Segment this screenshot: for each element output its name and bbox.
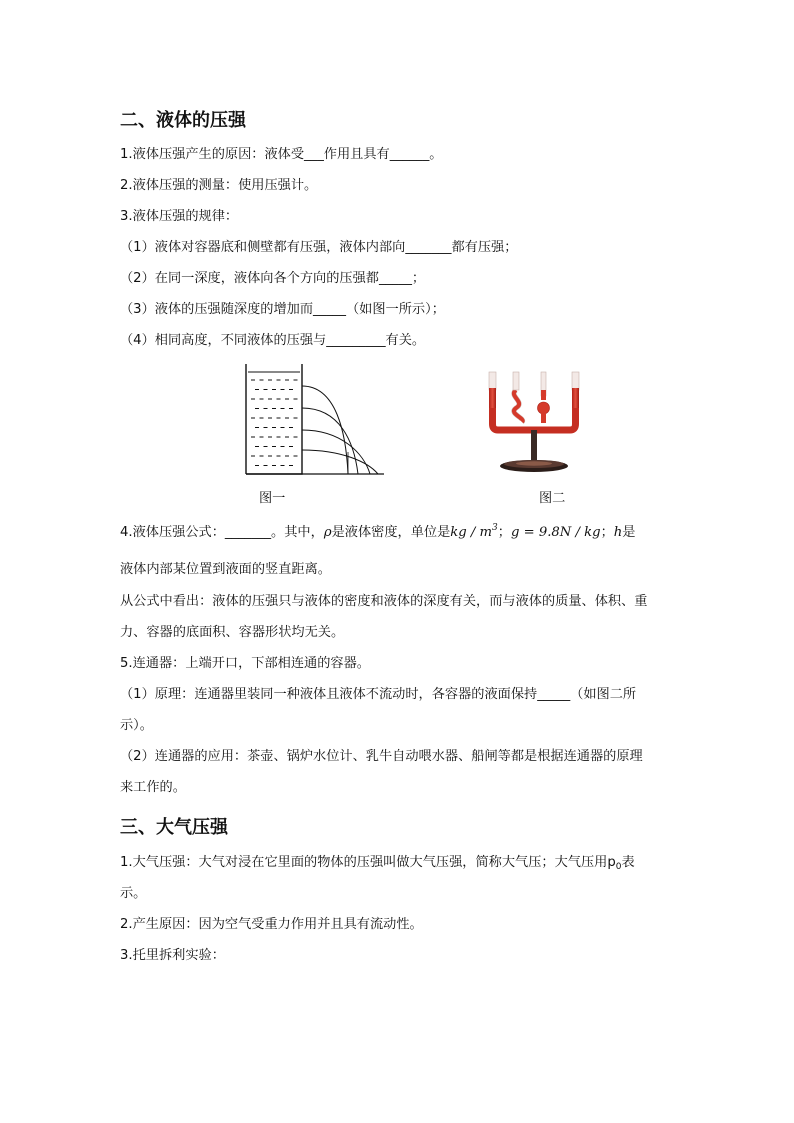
text-line-h-definition: 液体内部某位置到液面的竖直距离。 [120,562,331,577]
formula-separator: ； [497,525,511,540]
gravity-expression: g = 9.8N / kg [510,525,601,540]
text-line-atm-cause: 2.产生原因：因为空气受重力作用并且具有流动性。 [120,917,423,932]
text-line-connected-vessel: 5.连通器：上端开口，下部相连通的容器。 [120,656,370,671]
p0-symbol: p [607,855,616,870]
text-line-principle-1: （1）原理：连通器里装同一种液体且液体不流动时，各容器的液面保持_____（如图二所 [120,687,637,702]
figure-1-caption: 图一 [259,491,286,506]
text-line-application-2: 来工作的。 [120,780,186,795]
text-line-rules: 3.液体压强的规律： [120,209,239,224]
formula-separator-2: ； [600,525,614,540]
text-line-rule-3: （3）液体的压强随深度的增加而_____（如图一所示）； [120,302,445,317]
text-line-rule-1: （1）液体对容器底和侧壁都有压强，液体内部向_______都有压强； [120,240,518,255]
density-unit: kg / m [450,525,493,540]
atm-definition-end: 表 [621,855,635,870]
figure-1-container-jets [236,362,386,480]
text-line-measurement: 2.液体压强的测量：使用压强计。 [120,178,318,193]
section-heading-atmospheric-pressure: 三、大气压强 [120,817,228,838]
text-line-rule-2: （2）在同一深度，液体向各个方向的压强都_____； [120,271,426,286]
p0-subscript: 0 [615,862,622,872]
text-line-rule-4: （4）相同高度，不同液体的压强与_________有关。 [120,333,426,348]
text-line-formula [120,524,635,542]
text-line-note-2: 力、容器的底面积、容器形状均无关。 [120,625,345,640]
density-unit-exponent: 3 [492,523,498,533]
text-line-atm-definition-2: 示。 [120,886,147,901]
formula-rho-desc: 是液体密度，单位是 [331,525,451,540]
formula-intro: 4.液体压强公式：_______。其中， [120,525,324,540]
text-line-application-1: （2）连通器的应用：茶壶、锅炉水位计、乳牛自动喂水器、船闸等都是根据连通器的原理 [120,749,643,764]
text-line-torricelli: 3.托里拆利实验： [120,948,225,963]
h-symbol: h [613,525,623,540]
figure-2-caption: 图二 [539,491,566,506]
figure-2-connected-vessels [486,368,584,478]
rho-symbol: ρ [323,525,332,540]
text-line-atm-definition [120,854,635,872]
text-line-cause: 1.液体压强产生的原因：液体受___作用且具有______。 [120,147,443,162]
atm-definition-text: 1.大气压强：大气对浸在它里面的物体的压强叫做大气压强，简称大气压；大气压用 [120,855,608,870]
section-heading-liquid-pressure: 二、液体的压强 [120,110,246,131]
formula-is: 是 [622,525,636,540]
text-line-note-1: 从公式中看出：液体的压强只与液体的密度和液体的深度有关，而与液体的质量、体积、重 [120,594,648,609]
text-line-principle-2: 示）。 [120,718,153,733]
